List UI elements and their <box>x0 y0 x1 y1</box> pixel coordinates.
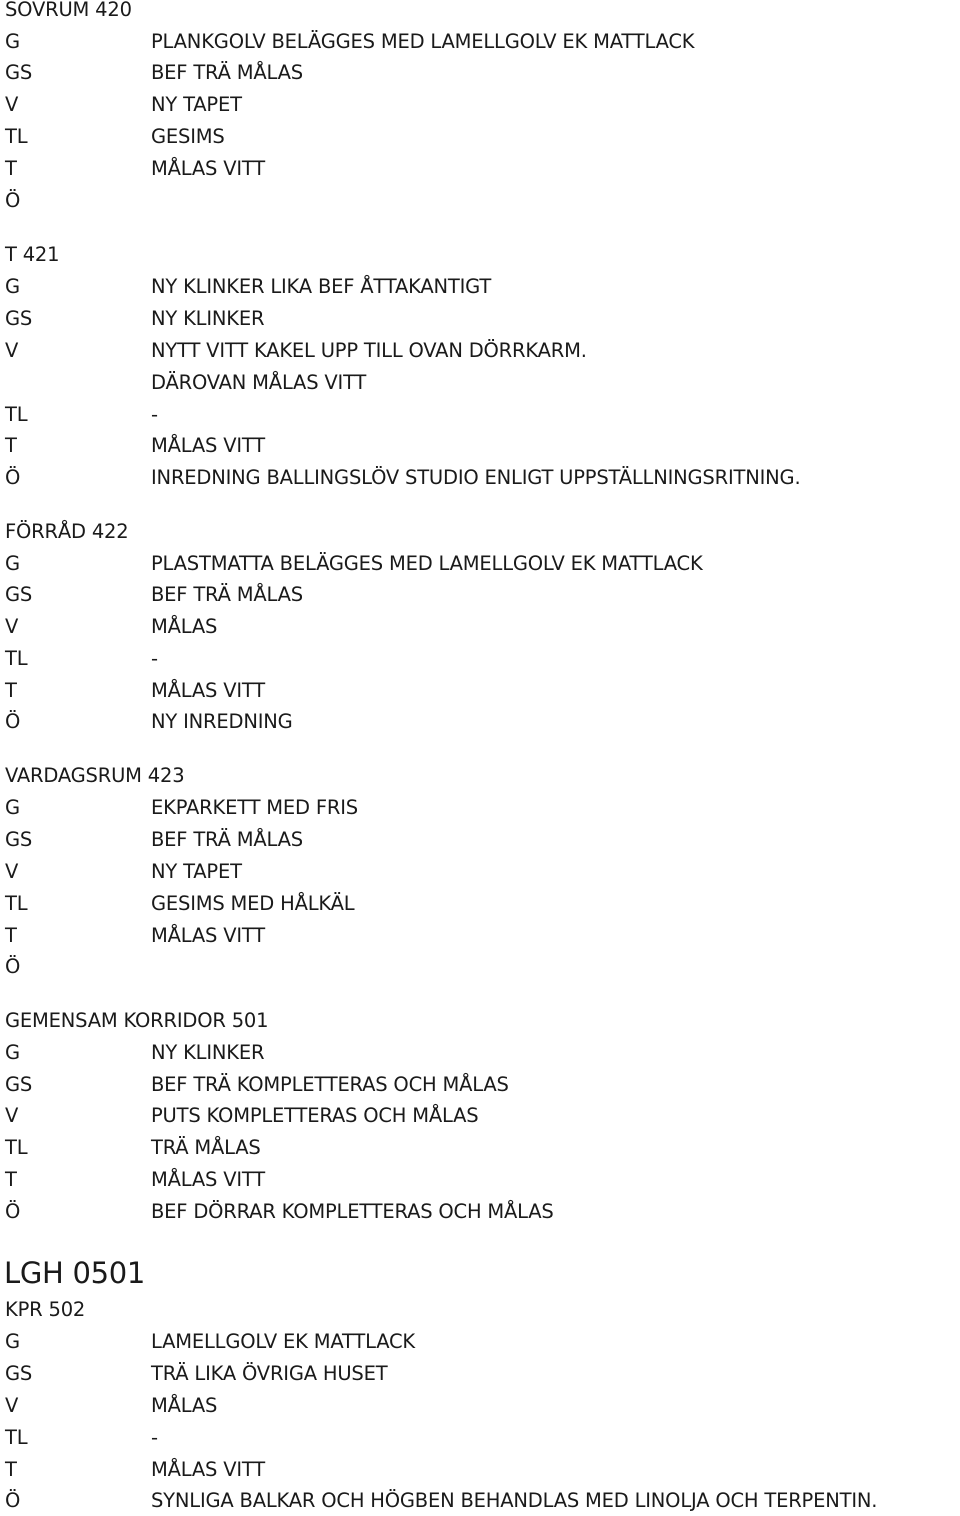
spec-text: NY INREDNING <box>151 710 293 733</box>
spec-code: T <box>5 924 17 947</box>
spec-text: NY KLINKER <box>151 1041 265 1064</box>
spec-text: PUTS KOMPLETTERAS OCH MÅLAS <box>151 1104 479 1127</box>
spec-text: - <box>151 403 158 426</box>
spec-code: TL <box>5 403 28 426</box>
spec-text: BEF DÖRRAR KOMPLETTERAS OCH MÅLAS <box>151 1200 554 1223</box>
spec-code: GS <box>5 828 33 851</box>
spec-code: Ö <box>5 1200 21 1223</box>
spec-text: MÅLAS VITT <box>151 157 265 180</box>
spec-code: V <box>5 860 19 883</box>
spec-text: NY KLINKER <box>151 307 265 330</box>
spec-text: BEF TRÄ MÅLAS <box>151 828 303 851</box>
spec-text: BEF TRÄ MÅLAS <box>151 583 303 606</box>
spec-text: MÅLAS VITT <box>151 434 265 457</box>
spec-text: DÄROVAN MÅLAS VITT <box>151 371 367 394</box>
spec-code: Ö <box>5 189 21 212</box>
spec-text: NY TAPET <box>151 860 242 883</box>
spec-text: NY TAPET <box>151 93 242 116</box>
spec-code: GS <box>5 61 33 84</box>
spec-code: TL <box>5 1426 28 1449</box>
spec-code: GS <box>5 307 33 330</box>
spec-code: GS <box>5 1362 33 1385</box>
spec-text: PLANKGOLV BELÄGGES MED LAMELLGOLV EK MATTLACK <box>151 30 695 53</box>
spec-code: G <box>5 1041 20 1064</box>
spec-text: NY KLINKER LIKA BEF ÅTTAKANTIGT <box>151 275 492 298</box>
spec-code: V <box>5 1394 19 1417</box>
section-heading: SOVRUM 420 <box>5 0 132 21</box>
spec-code: Ö <box>5 710 21 733</box>
section-heading: KPR 502 <box>5 1298 86 1321</box>
spec-code: TL <box>5 892 28 915</box>
spec-code: V <box>5 1104 19 1127</box>
spec-code: G <box>5 30 20 53</box>
spec-code: Ö <box>5 1489 21 1512</box>
spec-text: NYTT VITT KAKEL UPP TILL OVAN DÖRRKARM. <box>151 339 587 362</box>
spec-code: T <box>5 1168 17 1191</box>
spec-text: TRÄ LIKA ÖVRIGA HUSET <box>151 1362 388 1385</box>
spec-text: - <box>151 647 158 670</box>
spec-code: T <box>5 679 17 702</box>
spec-code: T <box>5 1458 17 1481</box>
spec-text: - <box>151 1426 158 1449</box>
section-heading: T 421 <box>5 243 60 266</box>
spec-code: TL <box>5 125 28 148</box>
spec-text: SYNLIGA BALKAR OCH HÖGBEN BEHANDLAS MED LINOLJA OCH TERPENTIN. <box>151 1489 878 1512</box>
spec-text: EKPARKETT MED FRIS <box>151 796 358 819</box>
section-heading: VARDAGSRUM 423 <box>5 764 185 787</box>
section-heading: GEMENSAM KORRIDOR 501 <box>5 1009 269 1032</box>
spec-code: T <box>5 157 17 180</box>
spec-text: MÅLAS VITT <box>151 1458 265 1481</box>
apartment-title: LGH 0501 <box>4 1256 146 1290</box>
spec-code: TL <box>5 1136 28 1159</box>
spec-text: MÅLAS VITT <box>151 679 265 702</box>
spec-code: G <box>5 552 20 575</box>
spec-code: G <box>5 275 20 298</box>
spec-text: LAMELLGOLV EK MATTLACK <box>151 1330 415 1353</box>
spec-text: PLASTMATTA BELÄGGES MED LAMELLGOLV EK MATTLACK <box>151 552 703 575</box>
spec-text: BEF TRÄ KOMPLETTERAS OCH MÅLAS <box>151 1073 509 1096</box>
spec-code: GS <box>5 583 33 606</box>
spec-text: MÅLAS VITT <box>151 924 265 947</box>
spec-code: V <box>5 615 19 638</box>
spec-code: T <box>5 434 17 457</box>
spec-text: MÅLAS <box>151 615 218 638</box>
spec-code: V <box>5 339 19 362</box>
spec-text: MÅLAS VITT <box>151 1168 265 1191</box>
spec-text: GESIMS MED HÅLKÄL <box>151 892 355 915</box>
spec-text: BEF TRÄ MÅLAS <box>151 61 303 84</box>
spec-code: Ö <box>5 955 21 978</box>
section-heading: FÖRRÅD 422 <box>5 520 129 543</box>
spec-code: GS <box>5 1073 33 1096</box>
spec-text: TRÄ MÅLAS <box>151 1136 261 1159</box>
spec-text: MÅLAS <box>151 1394 218 1417</box>
spec-code: V <box>5 93 19 116</box>
spec-text: INREDNING BALLINGSLÖV STUDIO ENLIGT UPPSTÄLLNINGSRITNING. <box>151 466 801 489</box>
spec-code: TL <box>5 647 28 670</box>
spec-code: G <box>5 1330 20 1353</box>
spec-code: Ö <box>5 466 21 489</box>
spec-text: GESIMS <box>151 125 225 148</box>
spec-code: G <box>5 796 20 819</box>
